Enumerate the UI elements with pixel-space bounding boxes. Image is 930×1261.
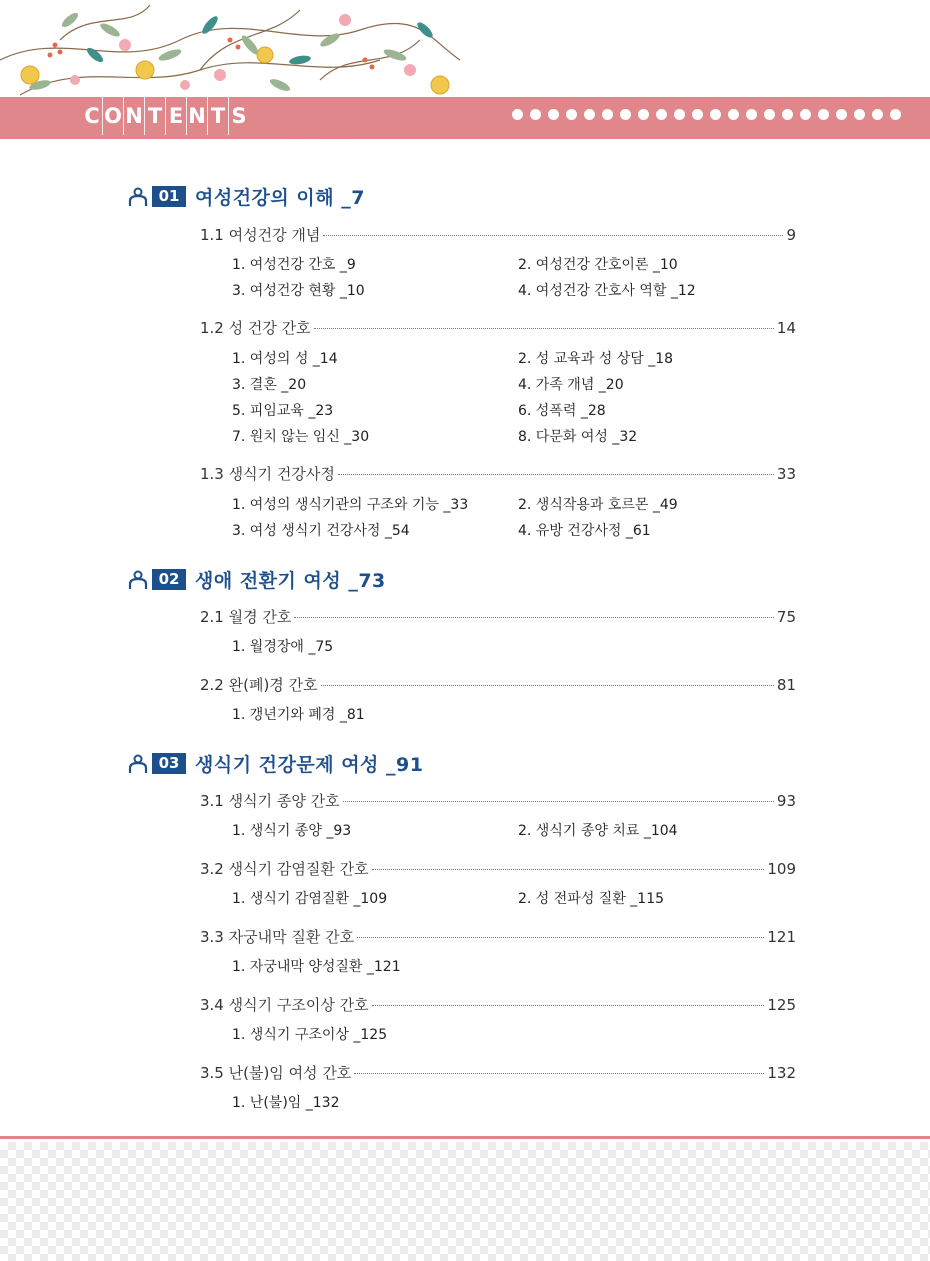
toc-item[interactable]: 1. 난(불)임 _132 xyxy=(232,1095,340,1111)
section-title: 3.2 생식기 감염질환 간호 xyxy=(200,860,369,878)
title-letter: O xyxy=(103,97,124,135)
toc-section[interactable] xyxy=(200,224,796,245)
toc-item[interactable]: 2. 성 전파성 질환 _115 xyxy=(518,891,665,907)
toc-item[interactable]: 1. 갱년기와 폐경 _81 xyxy=(232,707,365,723)
title-letter: C xyxy=(82,97,103,135)
banner-dots xyxy=(512,109,901,120)
toc-item[interactable]: 1. 여성의 생식기관의 구조와 기능 _33 xyxy=(232,497,469,513)
chapter-title: 여성건강의 이해 _7 xyxy=(195,187,365,209)
toc-item[interactable]: 1. 여성의 성 _14 xyxy=(232,351,338,367)
toc-section[interactable] xyxy=(200,1062,796,1083)
section-page: 75 xyxy=(776,608,796,626)
chapter-number: 02 xyxy=(152,569,186,590)
section-page: 121 xyxy=(767,928,796,946)
toc-item[interactable]: 2. 생식기 종양 치료 _104 xyxy=(518,823,678,839)
chapter-title: 생식기 건강문제 여성 _91 xyxy=(195,754,424,776)
footer-divider xyxy=(0,1136,930,1139)
title-letter: S xyxy=(231,104,247,128)
toc-item[interactable]: 4. 유방 건강사정 _61 xyxy=(518,523,651,539)
title-letter: N xyxy=(187,97,208,135)
toc-item[interactable]: 8. 다문화 여성 _32 xyxy=(518,429,638,445)
dot-leader xyxy=(323,235,783,236)
footer-checker-pattern xyxy=(0,1142,930,1261)
person-icon xyxy=(128,570,148,590)
toc-section[interactable] xyxy=(200,858,796,879)
dot-leader xyxy=(343,801,774,802)
toc-item[interactable]: 3. 여성건강 현황 _10 xyxy=(232,283,365,299)
dot-leader xyxy=(372,869,765,870)
toc-section[interactable] xyxy=(200,994,796,1015)
toc-item[interactable]: 2. 생식작용과 호르몬 _49 xyxy=(518,497,678,513)
toc-item[interactable]: 3. 결혼 _20 xyxy=(232,377,307,393)
section-title: 1.3 생식기 건강사정 xyxy=(200,465,335,483)
section-title: 3.5 난(불)임 여성 간호 xyxy=(200,1064,352,1082)
contents-title xyxy=(82,97,249,135)
toc-item[interactable]: 4. 가족 개념 _20 xyxy=(518,377,624,393)
title-letter: T xyxy=(145,97,166,135)
section-page: 9 xyxy=(786,226,796,244)
chapter-03-heading[interactable] xyxy=(128,750,423,777)
section-title: 3.4 생식기 구조이상 간호 xyxy=(200,996,369,1014)
dot-leader xyxy=(357,937,764,938)
section-page: 109 xyxy=(767,860,796,878)
section-title: 3.1 생식기 종양 간호 xyxy=(200,792,340,810)
toc-item[interactable]: 1. 월경장애 _75 xyxy=(232,639,334,655)
dot-leader xyxy=(321,685,774,686)
toc-item[interactable]: 1. 자궁내막 양성질환 _121 xyxy=(232,959,401,975)
section-page: 125 xyxy=(767,996,796,1014)
toc-item[interactable]: 1. 생식기 종양 _93 xyxy=(232,823,352,839)
toc-item[interactable]: 2. 성 교육과 성 상담 _18 xyxy=(518,351,674,367)
section-title: 2.1 월경 간호 xyxy=(200,608,292,626)
dot-leader xyxy=(354,1073,764,1074)
dot-leader xyxy=(294,617,774,618)
toc-section[interactable] xyxy=(200,926,796,947)
section-page: 33 xyxy=(776,465,796,483)
person-icon xyxy=(128,187,148,207)
toc-section[interactable] xyxy=(200,674,796,695)
title-letter: N xyxy=(124,97,145,135)
toc-item[interactable]: 1. 생식기 감염질환 _109 xyxy=(232,891,388,907)
chapter-02-heading[interactable] xyxy=(128,566,386,593)
section-page: 93 xyxy=(776,792,796,810)
section-page: 14 xyxy=(776,319,796,337)
chapter-title: 생애 전환기 여성 _73 xyxy=(195,570,386,592)
title-letter: E xyxy=(166,97,187,135)
toc-item[interactable]: 2. 여성건강 간호이론 _10 xyxy=(518,257,678,273)
floral-decoration xyxy=(0,0,470,100)
chapter-01-heading[interactable] xyxy=(128,183,365,210)
toc-section[interactable] xyxy=(200,606,796,627)
dot-leader xyxy=(372,1005,765,1006)
section-page: 132 xyxy=(767,1064,796,1082)
toc-item[interactable]: 3. 여성 생식기 건강사정 _54 xyxy=(232,523,410,539)
toc-section[interactable] xyxy=(200,790,796,811)
toc-section[interactable] xyxy=(200,317,796,338)
dot-leader xyxy=(314,328,774,329)
section-title: 2.2 완(폐)경 간호 xyxy=(200,676,318,694)
toc-section[interactable] xyxy=(200,463,796,484)
title-letter: T xyxy=(208,97,229,135)
section-page: 81 xyxy=(776,676,796,694)
dot-leader xyxy=(338,474,774,475)
toc-item[interactable]: 5. 피임교육 _23 xyxy=(232,403,334,419)
toc-item[interactable]: 4. 여성건강 간호사 역할 _12 xyxy=(518,283,696,299)
section-title: 1.2 성 건강 간호 xyxy=(200,319,311,337)
chapter-number: 01 xyxy=(152,186,186,207)
toc-item[interactable]: 1. 여성건강 간호 _9 xyxy=(232,257,356,273)
section-title: 1.1 여성건강 개념 xyxy=(200,226,321,244)
toc-item[interactable]: 7. 원치 않는 임신 _30 xyxy=(232,429,370,445)
chapter-number: 03 xyxy=(152,753,186,774)
section-title: 3.3 자궁내막 질환 간호 xyxy=(200,928,355,946)
person-icon xyxy=(128,754,148,774)
toc-item[interactable]: 6. 성폭력 _28 xyxy=(518,403,606,419)
toc-item[interactable]: 1. 생식기 구조이상 _125 xyxy=(232,1027,388,1043)
